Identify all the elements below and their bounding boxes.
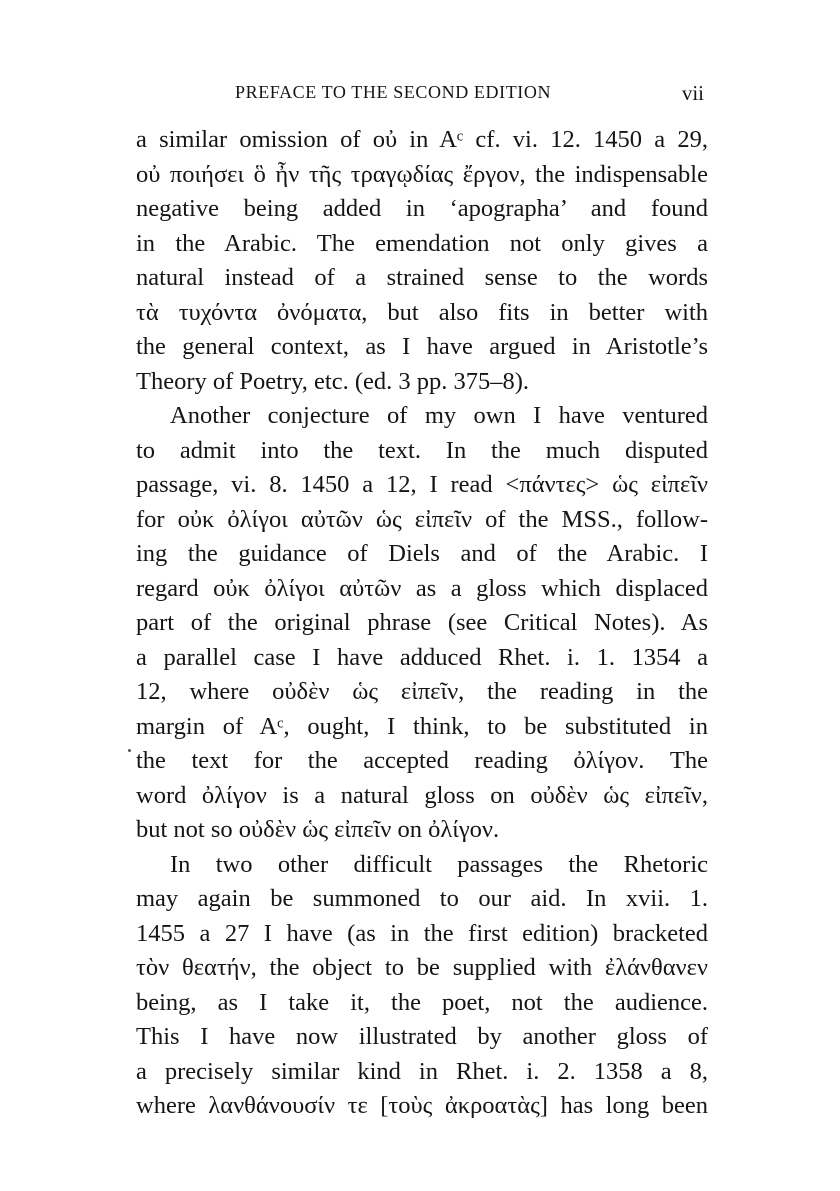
margin-dot-mark [128, 749, 131, 752]
text-line: regard οὐκ ὀλίγοι αὐτῶν as a gloss which displaced [136, 574, 708, 602]
text-line: 12, where οὐδὲν ὡς εἰπεῖν, the reading in the [136, 678, 708, 705]
running-head [132, 82, 704, 110]
text-line: being, as I take it, the poet, not the audience. [136, 988, 708, 1016]
text-line: a precisely similar kind in Rhet. i. 2. 1358 a 8, [136, 1057, 708, 1085]
text-line: but not so οὐδὲν ὡς εἰπεῖν on ὀλίγον. [136, 816, 500, 843]
text-line: a parallel case I have adduced Rhet. i. 1. 1354 a [136, 643, 708, 671]
text-line: the general context, as I have argued in Aristotle’s [136, 333, 708, 360]
text-line: for οὐκ ὀλίγοι αὐτῶν ὡς εἰπεῖν of the MSS., follow- [136, 505, 708, 533]
running-head-title: PREFACE TO THE SECOND EDITION [235, 82, 552, 102]
text-line: This I have now illustrated by another gloss of [136, 1023, 708, 1050]
text-line: a similar omission of οὐ in Aᶜ cf. vi. 12. 1450 a 29, [136, 126, 708, 153]
text-line: τὸν θεατήν, the object to be supplied with ἐλάνθανεν [136, 954, 708, 981]
page-number: vii [681, 81, 704, 105]
text-line: 1455 a 27 I have (as in the first edition) bracketed [136, 919, 708, 947]
text-line: word ὀλίγον is a natural gloss on οὐδὲν ὡς εἰπεῖν, [136, 781, 708, 809]
text-line: margin of Aᶜ, ought, I think, to be substituted in [136, 712, 708, 740]
text-line: where λανθάνουσίν τε [τοὺς ἀκροατὰς] has long been [136, 1092, 708, 1119]
text-line: in the Arabic. The emendation not only gives a [136, 229, 708, 257]
body-text [136, 123, 708, 1124]
text-line: natural instead of a strained sense to the words [136, 264, 708, 291]
text-line: Theory of Poetry, etc. (ed. 3 pp. 375–8). [136, 367, 530, 395]
text-line: may again be summoned to our aid. In xvii. 1. [136, 885, 708, 912]
text-line: ing the guidance of Diels and of the Arabic. I [136, 540, 708, 567]
paragraph-first-line: In two other difficult passages the Rhetoric [170, 850, 708, 878]
text-line: passage, vi. 8. 1450 a 12, I read <πάντες> ὡς εἰπεῖν [136, 471, 708, 498]
text-line: τὰ τυχόντα ὀνόματα, but also fits in better with [136, 298, 708, 326]
text-line: part of the original phrase (see Critical Notes). As [136, 609, 708, 636]
text-line: οὐ ποιήσει ὃ ἦν τῆς τραγῳδίας ἔργον, the indispensable [136, 160, 708, 188]
text-line: the text for the accepted reading ὀλίγον. The [136, 747, 708, 774]
text-line: negative being added in ‘apographa’ and found [136, 195, 708, 222]
paragraph-first-line: Another conjecture of my own I have ventured [170, 402, 708, 429]
text-line: to admit into the text. In the much disputed [136, 436, 708, 464]
